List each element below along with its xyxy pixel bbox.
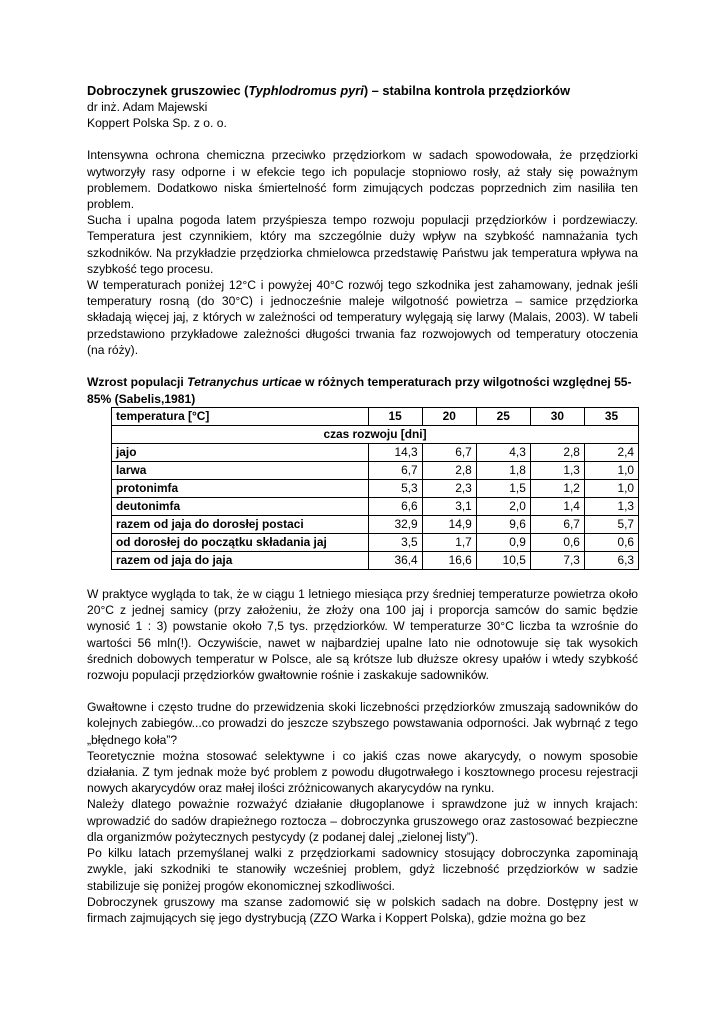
table-row (112, 480, 639, 498)
row-value: 2,3 (422, 480, 476, 498)
row-value: 2,8 (530, 444, 584, 462)
row-label: razem od jaja do jaja (112, 552, 369, 570)
row-value: 7,3 (530, 552, 584, 570)
row-value: 1,7 (422, 534, 476, 552)
development-table (111, 407, 639, 570)
row-value: 1,0 (584, 480, 638, 498)
row-value: 3,1 (422, 498, 476, 516)
row-label: razem od jaja do dorosłej postaci (112, 516, 369, 534)
company-name: Koppert Polska Sp. z o. o. (87, 116, 227, 131)
row-label: larwa (112, 462, 369, 480)
row-value: 2,4 (584, 444, 638, 462)
table-row (112, 552, 639, 570)
intro-paragraph-2: Sucha i upalna pogoda latem przyśpiesza tempo rozwoju populacji przędziorków i pordzewiaczy. Temperatura jest czynnikiem, który ma szczególnie duży wpływ na szybkość namnażania tych szkodników. Na przykładzie przędziorka chmielowca przedstawię Państwu jak temperatura wpływa na szybkość tego procesu. (87, 213, 638, 276)
table-row (112, 444, 639, 462)
row-value: 36,4 (368, 552, 422, 570)
table-row (112, 462, 639, 480)
author-name: dr inż. Adam Majewski (87, 100, 208, 114)
row-value: 2,0 (476, 498, 530, 516)
row-value: 5,3 (368, 480, 422, 498)
table-subheader-row (112, 426, 639, 444)
row-value: 0,9 (476, 534, 530, 552)
row-value: 6,7 (530, 516, 584, 534)
table-caption: Wzrost populacji Tetranychus urticae w różnych temperaturach przy wilgotności względnej 55-85% (Sabelis,1981) (87, 375, 632, 406)
row-value: 6,7 (422, 444, 476, 462)
row-value: 6,6 (368, 498, 422, 516)
header-temp: 20 (422, 408, 476, 426)
practice-paragraph: W praktyce wygląda to tak, że w ciągu 1 letniego miesiąca przy średniej temperaturze powietrza około 20°C z jednej samicy (przy założeniu, że złoży ona 100 jaj i proporcja samców do samic będzie wynosić 1 : 3) powstanie około 7,5 tys. przędziorków. W temperaturze 30°C liczba ta wzrośnie do wartości 56 mln(!). Oczywiście, nawet w najbardziej upalne lato nie odnotowuje się tak wysokich średnich dobowych temperatur w Polsce, ale są krótsze lub dłuższe okresy upałów i wtedy szybkość rozwoju populacji przędziorków gwałtownie rośnie i zaskakuje sadowników. (87, 587, 638, 683)
header-temp: 35 (584, 408, 638, 426)
row-value: 1,8 (476, 462, 530, 480)
table-header-row (112, 408, 639, 426)
row-value: 6,3 (584, 552, 638, 570)
header-temp: 30 (530, 408, 584, 426)
row-value: 1,5 (476, 480, 530, 498)
intro-paragraph-1: Intensywna ochrona chemiczna przeciwko przędziorkom w sadach spowodowała, że przędziorki wytworzyły rasy odporne i w efekcie tego ich populacje stopniowo rosły, aż stały się poważnym problemem. Dodatkowo niska śmiertelność form zimujących podczas poprzednich zim nasiliła ten problem. (87, 148, 638, 212)
outro-paragraph-1: Gwałtowne i często trudne do przewidzenia skoki liczebności przędziorków zmuszają sadowników do kolejnych zabiegów...co prowadzi do jeszcze szybszego powstawania odporności. Jak wybrnąć z tego „błędnego koła”? (87, 700, 638, 747)
row-value: 5,7 (584, 516, 638, 534)
subheader-duration: czas rozwoju [dni] (112, 426, 639, 444)
row-value: 0,6 (584, 534, 638, 552)
row-label: jajo (112, 444, 369, 462)
table-row (112, 516, 639, 534)
row-value: 2,8 (422, 462, 476, 480)
outro-paragraph-2: Teoretycznie można stosować selektywne i co jakiś czas nowe akarycydy, o nowym sposobie działania. Z tym jednak może być problem z powodu długotrwałego i kosztownego procesu rejestracji nowych akarycydów oraz małej ilości zróżnicowanych akarycydów na rynku. (87, 748, 638, 796)
row-value: 16,6 (422, 552, 476, 570)
header-temp: 25 (476, 408, 530, 426)
outro-paragraph-5: Dobroczynek gruszowy ma szanse zadomowić się w polskich sadach na dobre. Dostępny jest w firmach zajmujących się jego dystrybucją (ZZO Warka i Koppert Polska), gdzie można go bez (87, 894, 638, 925)
header-temperature-label: temperatura [°C] (112, 408, 369, 426)
row-value: 10,5 (476, 552, 530, 570)
row-value: 1,2 (530, 480, 584, 498)
row-value: 3,5 (368, 534, 422, 552)
document-title: Dobroczynek gruszowiec (Typhlodromus pyri) – stabilna kontrola przędziorków (87, 83, 571, 98)
row-value: 14,9 (422, 516, 476, 534)
row-label: od dorosłej do początku składania jaj (112, 534, 369, 552)
row-value: 1,0 (584, 462, 638, 480)
document-page (87, 82, 638, 926)
outro-paragraph-3: Należy dlatego poważnie rozważyć działanie długoplanowe i sprawdzone już w innych krajach: wprowadzić do sadów drapieżnego roztocza – dobroczynka gruszowego oraz zastosować bezpieczne dla organizmów pożytecznych pestycydy (z podanej dalej „zielonej listy”). (87, 797, 638, 844)
table-row (112, 534, 639, 552)
row-value: 14,3 (368, 444, 422, 462)
row-value: 6,7 (368, 462, 422, 480)
table-row (112, 498, 639, 516)
row-label: protonimfa (112, 480, 369, 498)
author-block (87, 99, 638, 131)
row-value: 9,6 (476, 516, 530, 534)
row-value: 32,9 (368, 516, 422, 534)
row-value: 1,4 (530, 498, 584, 516)
header-temp: 15 (368, 408, 422, 426)
intro-paragraph-3: W temperaturach poniżej 12°C i powyżej 40°C rozwój tego szkodnika jest zahamowany, jednak jeśli temperatury rosną (do 30°C) i jednocześnie maleje wilgotność powietrza – samice przędziorka składają więcej jaj, z których w zależności od temperatury wylęgają się larwy (Malais, 2003). W tabeli przedstawiono przykładowe zależności długości trwania faz rozwojowych od temperatury otoczenia (na róży). (87, 278, 638, 357)
row-value: 1,3 (530, 462, 584, 480)
row-value: 4,3 (476, 444, 530, 462)
row-label: deutonimfa (112, 498, 369, 516)
title-species-italic: Typhlodromus pyri (248, 83, 364, 98)
row-value: 0,6 (530, 534, 584, 552)
outro-paragraph-4: Po kilku latach przemyślanej walki z przędziorkami sadownicy stosujący dobroczynka zapominają zwykle, jaki szkodniki te stanowiły wcześniej problem, gdyż liczebność przędziorków w sadzie stabilizuje się poniżej progów ekonomicznej szkodliwości. (87, 846, 638, 893)
row-value: 1,3 (584, 498, 638, 516)
